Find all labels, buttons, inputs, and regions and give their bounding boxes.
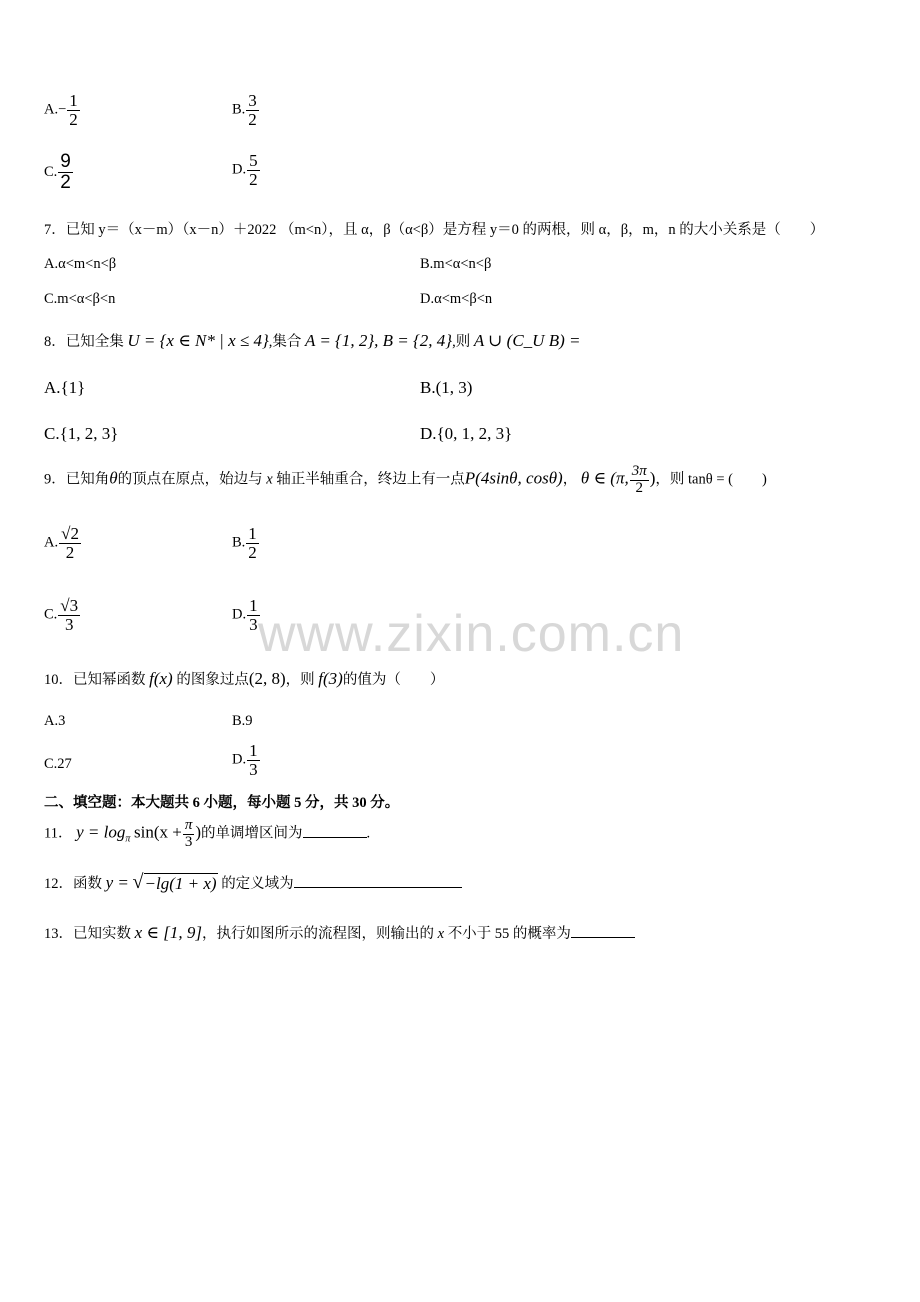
stem-text: 不小于 55 的概率为 [447, 926, 571, 942]
math-expression: P(4sinθ, cosθ) [464, 468, 563, 488]
math-expression: ) [649, 468, 656, 488]
q9-option-a[interactable] [44, 525, 82, 562]
fraction-denominator: 2 [69, 109, 78, 129]
math-expression: f(3) [318, 669, 343, 688]
math-expression: y = log [76, 822, 126, 842]
fraction-numerator: 1 [249, 741, 258, 760]
q10-option-b[interactable]: B.9 [232, 713, 253, 729]
option-label: D. [232, 751, 247, 768]
fraction-numerator: √3 [60, 596, 79, 615]
stem-text: 的顶点在原点，始边与 [117, 471, 263, 488]
q6-option-d[interactable] [232, 152, 261, 189]
answer-blank[interactable] [303, 825, 367, 838]
fraction-denominator: 3 [64, 614, 74, 634]
math-symbol: θ [109, 468, 118, 488]
stem-text: 12．函数 [44, 876, 102, 892]
radical-icon: √ [132, 871, 144, 893]
answer-blank[interactable] [294, 875, 462, 888]
math-expression: x ∈ [1, 9] [134, 923, 202, 942]
fraction-numerator: 3π [631, 463, 647, 479]
option-label: B. [232, 101, 246, 118]
option-label: A. [44, 534, 59, 551]
math-symbol: x [437, 926, 445, 942]
stem-text: 的定义域为 [221, 876, 294, 892]
q6-option-a[interactable] [44, 92, 81, 129]
math-expression: A ∪ (C_U B) = [473, 331, 581, 350]
stem-text: 的图象过点 [176, 672, 249, 688]
option-label: D. [232, 606, 247, 623]
fraction-denominator: 2 [60, 171, 71, 193]
q9-option-c[interactable] [44, 597, 81, 634]
q8-option-a[interactable]: A.{1} [44, 378, 86, 397]
stem-text: 13．已知实数 [44, 926, 131, 942]
fraction-denominator: 3 [184, 833, 193, 850]
math-expression: ) [195, 822, 202, 842]
stem-text: ,集合 [268, 334, 302, 350]
fraction-denominator: 2 [248, 542, 257, 562]
fraction-numerator: 3 [248, 91, 257, 110]
math-expression: tanθ = ( ) [688, 471, 767, 488]
fraction-numerator: 5 [249, 151, 258, 170]
stem-text: 的值为（ ） [342, 672, 445, 688]
option-label: A.− [44, 101, 67, 118]
option-label: B. [232, 534, 246, 551]
fraction-numerator: 9 [60, 151, 71, 172]
stem-text: ，则 [285, 672, 315, 688]
fraction-denominator: 3 [249, 614, 258, 634]
q9-option-b[interactable] [232, 525, 260, 562]
q10-option-c[interactable]: C.27 [44, 756, 72, 772]
math-expression: U = {x ∈ N* | x ≤ 4} [127, 331, 269, 350]
sqrt-expression [133, 873, 218, 894]
q7-option-d[interactable]: D.α<m<β<n [420, 291, 493, 307]
q8-stem [44, 330, 580, 351]
math-expression: sin(x + [133, 822, 182, 842]
stem-text: 8．已知全集 [44, 334, 124, 350]
section-heading-fill-in: 二、填空题：本大题共 6 小题，每小题 5 分，共 30 分。 [44, 795, 400, 811]
q13-stem [44, 922, 635, 943]
option-label: C. [44, 606, 58, 623]
math-symbol: x [266, 471, 273, 488]
log-base: π [125, 833, 131, 845]
fraction-denominator: 2 [635, 479, 643, 496]
stem-text: ,则 [452, 334, 471, 350]
q10-option-a[interactable]: A.3 [44, 713, 66, 729]
fraction-denominator: 2 [249, 169, 258, 189]
q7-stem: 7．已知 y＝（x－m）（x－n）＋2022 （m<n），且 α，β（α<β）是方程 y＝0 的两根，则 α，β，m，n 的大小关系是（ ） [44, 222, 825, 238]
fraction-numerator: π [184, 817, 193, 833]
stem-text: ， [562, 471, 578, 488]
stem-text: . [366, 825, 371, 842]
math-expression: y = [105, 873, 129, 892]
q7-option-b[interactable]: B.m<α<n<β [420, 256, 492, 272]
stem-text: 轴正半轴重合，终边上有一点 [276, 471, 465, 488]
question-number: 11． [44, 825, 73, 842]
stem-text: ，执行如图所示的流程图，则输出的 [202, 926, 434, 942]
q8-option-b[interactable]: B.(1, 3) [420, 378, 473, 397]
fraction-numerator: 1 [69, 91, 78, 110]
fraction-denominator: 3 [249, 759, 258, 779]
answer-blank[interactable] [571, 925, 635, 938]
q12-stem [44, 872, 462, 894]
q10-stem [44, 668, 444, 689]
stem-text: ，则 [655, 471, 685, 488]
radicand: −lg(1 + x) [144, 874, 217, 893]
q7-option-c[interactable]: C.m<α<β<n [44, 291, 116, 307]
fraction-denominator: 2 [65, 542, 75, 562]
q7-option-a[interactable]: A.α<m<n<β [44, 256, 117, 272]
fraction-numerator: 1 [249, 596, 258, 615]
option-label: C. [44, 163, 58, 180]
q9-stem [44, 464, 767, 497]
q8-option-c[interactable]: C.{1, 2, 3} [44, 424, 119, 443]
option-label: D. [232, 161, 247, 178]
stem-text: 9．已知角 [44, 471, 110, 488]
fraction-numerator: 1 [248, 524, 257, 543]
q6-option-c[interactable] [44, 152, 74, 193]
q11-stem [44, 818, 370, 851]
fraction-denominator: 2 [248, 109, 257, 129]
stem-text: 10．已知幂函数 [44, 672, 146, 688]
math-expression: A = {1, 2}, B = {2, 4} [305, 331, 453, 350]
math-expression: (2, 8) [248, 669, 286, 688]
q8-option-d[interactable]: D.{0, 1, 2, 3} [420, 424, 513, 443]
math-expression: θ ∈ (π, [580, 468, 629, 488]
q9-option-d[interactable] [232, 597, 261, 634]
q10-option-d[interactable] [232, 742, 261, 779]
stem-text: 的单调增区间为 [201, 825, 303, 842]
math-expression: f(x) [149, 669, 173, 688]
q6-option-b[interactable] [232, 92, 260, 129]
watermark: www.zixin.com.cn [258, 605, 685, 663]
fraction-numerator: √2 [61, 524, 79, 543]
